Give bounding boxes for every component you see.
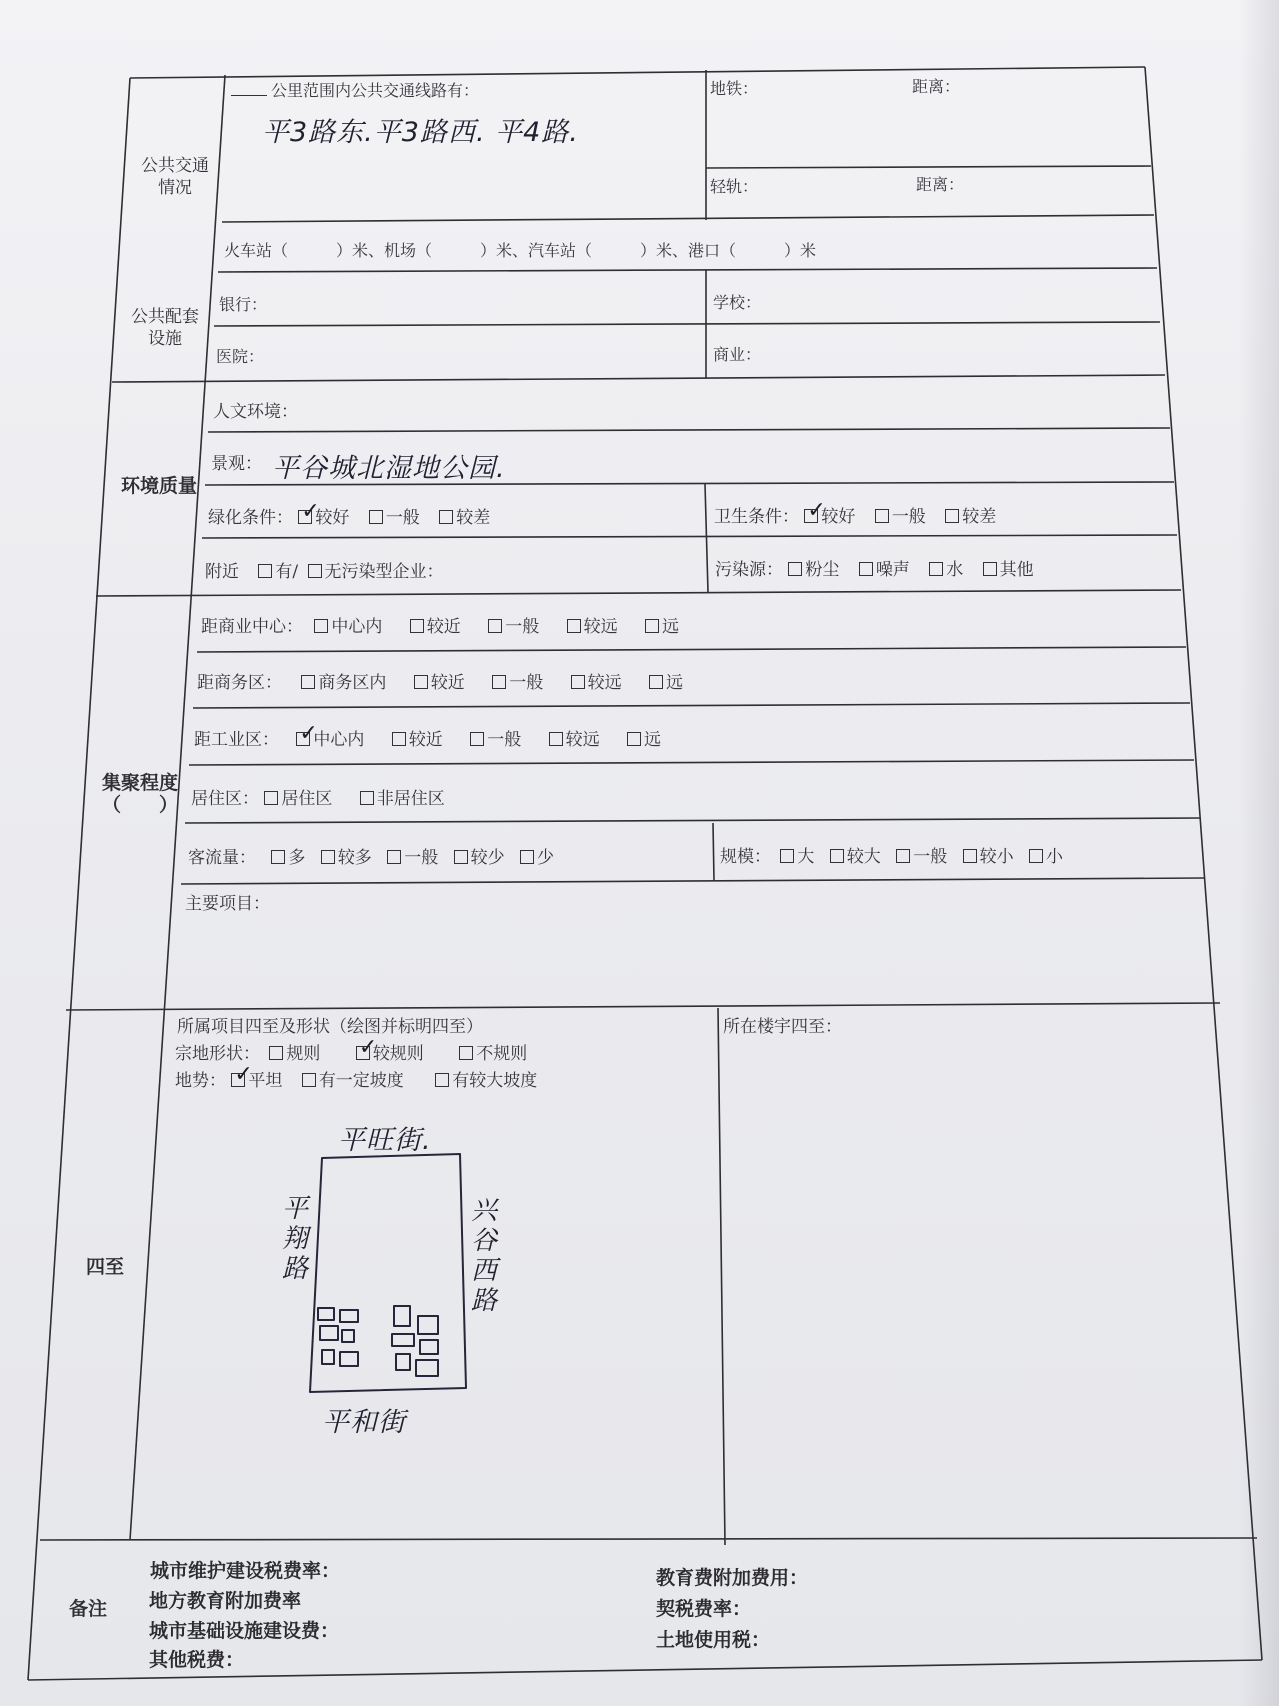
terrain-steep-checkbox[interactable]: 有较大坡度: [435, 1066, 537, 1091]
commerce-label: 商业：: [713, 345, 762, 364]
industrial-opt-5[interactable]: 远: [627, 725, 661, 750]
sanitation-average-checkbox[interactable]: 一般: [875, 502, 926, 527]
school-label: 学校：: [713, 293, 762, 312]
commercial-row: 距商业中心： 中心内 较近 一般 较远 远: [201, 612, 693, 637]
scale-opt-2[interactable]: 较大: [830, 842, 881, 867]
shape-regular-checkbox[interactable]: 规则: [269, 1039, 320, 1064]
pollution-other-checkbox[interactable]: 其他: [983, 555, 1034, 580]
industrial-opt-3[interactable]: 一般: [470, 725, 521, 750]
scale-opt-3[interactable]: 一般: [896, 842, 947, 867]
commercial-opt-3[interactable]: 一般: [488, 612, 539, 637]
greening-average-checkbox[interactable]: 一般: [369, 503, 420, 528]
commercial-opt-4[interactable]: 较远: [567, 612, 618, 637]
shape-row: 宗地形状： 规则 ✓ 较规则 不规则: [175, 1039, 541, 1064]
remark-urban-maintenance-tax: 城市维护建设税费率：: [150, 1560, 341, 1582]
light-rail-distance-label: 距离：: [916, 175, 965, 194]
shape-irregular-checkbox[interactable]: 不规则: [459, 1039, 527, 1064]
routes-label: 公里范围内公共交通线路有：: [231, 78, 479, 101]
building-boundary-label: 所在楼宇四至：: [723, 1017, 842, 1037]
industrial-row: 距工业区： ✓ 中心内 较近 一般 较远 远: [194, 725, 675, 750]
scale-opt-1[interactable]: 大: [780, 842, 814, 867]
routes-handwritten: 平3路东.平3路西. 平4路.: [262, 117, 579, 148]
shape-fairly-regular-checkbox[interactable]: ✓ 较规则: [356, 1039, 424, 1064]
traffic-opt-2[interactable]: 较多: [321, 843, 372, 868]
main-projects-label: 主要项目：: [185, 894, 270, 914]
remarks-category: 备注: [68, 1598, 107, 1620]
remark-infrastructure-fee: 城市基础设施建设费：: [149, 1620, 340, 1642]
residential-opt-1[interactable]: 居住区: [264, 784, 332, 809]
stations-line: 火车站（ ）米、机场（ ）米、汽车站（ ）米、港口（ ）米: [224, 241, 817, 260]
scale-opt-4[interactable]: 较小: [963, 842, 1014, 867]
remark-local-education-fee: 地方教育附加费率: [149, 1590, 302, 1612]
remark-education-surcharge: 教育费附加费用：: [656, 1567, 809, 1589]
traffic-opt-5[interactable]: 少: [520, 843, 554, 868]
nearby-row: 附近 有/ 无污染型企业：: [205, 557, 458, 582]
business-opt-1[interactable]: 商务区内: [301, 668, 386, 693]
boundaries-category: 四至: [85, 1256, 124, 1278]
pollution-noise-checkbox[interactable]: 噪声: [859, 555, 910, 580]
greening-good-checkbox[interactable]: ✓ 较好: [298, 503, 349, 528]
project-boundary-title: 所属项目四至及形状（绘图并标明四至）: [177, 1017, 483, 1037]
sanitation-row: 卫生条件： ✓ 较好 一般 较差: [714, 502, 1010, 527]
environment-category: 环境质量: [120, 475, 197, 497]
residential-opt-2[interactable]: 非居住区: [360, 784, 445, 809]
agglomeration-category: 集聚程度 （ ）: [101, 772, 178, 816]
terrain-row: 地势： ✓ 平坦 有一定坡度 有较大坡度: [175, 1066, 551, 1091]
business-opt-3[interactable]: 一般: [492, 668, 543, 693]
transport-category: 公共交通 情况: [141, 156, 209, 198]
sketch-north-road: 平旺街.: [338, 1125, 432, 1156]
sketch-south-road: 平和街: [322, 1407, 406, 1438]
remark-land-use-tax: 土地使用税：: [656, 1629, 771, 1651]
scale-opt-5[interactable]: 小: [1029, 842, 1063, 867]
terrain-slope-checkbox[interactable]: 有一定坡度: [302, 1066, 404, 1091]
landscape-handwritten: 平谷城北湿地公园.: [272, 453, 506, 484]
business-row: 距商务区： 商务区内 较近 一般 较远 远: [197, 668, 697, 693]
pollution-dust-checkbox[interactable]: 粉尘: [788, 555, 839, 580]
traffic-row: 客流量： 多 较多 一般 较少 少: [188, 843, 568, 868]
pollution-row: 污染源： 粉尘 噪声 水 其他: [715, 555, 1048, 580]
metro-label: 地铁：: [710, 79, 759, 98]
greening-poor-checkbox[interactable]: 较差: [439, 503, 490, 528]
facilities-category: 公共配套 设施: [131, 307, 199, 349]
pollution-water-checkbox[interactable]: 水: [929, 555, 963, 580]
scale-row: 规模： 大 较大 一般 较小 小: [720, 842, 1077, 867]
bank-label: 银行：: [219, 295, 268, 314]
traffic-opt-4[interactable]: 较少: [454, 843, 505, 868]
hospital-label: 医院：: [216, 347, 265, 366]
greening-row: 绿化条件： ✓ 较好 一般 较差: [208, 503, 504, 528]
terrain-flat-checkbox[interactable]: ✓ 平坦: [231, 1066, 282, 1091]
residential-row: 居住区： 居住区 非居住区: [191, 784, 459, 809]
landscape-label: 景观：: [211, 454, 262, 474]
remark-other-taxes: 其他税费：: [149, 1649, 245, 1671]
business-opt-5[interactable]: 远: [649, 668, 683, 693]
commercial-opt-2[interactable]: 较近: [410, 612, 461, 637]
sanitation-poor-checkbox[interactable]: 较差: [945, 502, 996, 527]
traffic-opt-1[interactable]: 多: [271, 843, 305, 868]
business-opt-2[interactable]: 较近: [414, 668, 465, 693]
sketch-east-road: 兴 谷 西 路: [470, 1196, 497, 1316]
traffic-opt-3[interactable]: 一般: [387, 843, 438, 868]
industrial-opt-2[interactable]: 较近: [392, 725, 443, 750]
light-rail-label: 轻轨：: [710, 177, 759, 196]
cultural-env-label: 人文环境：: [213, 402, 298, 422]
commercial-opt-5[interactable]: 远: [645, 612, 679, 637]
industrial-opt-4[interactable]: 较远: [549, 725, 600, 750]
commercial-opt-1[interactable]: 中心内: [314, 612, 382, 637]
remark-deed-tax-rate: 契税费率：: [656, 1598, 752, 1620]
nearby-no-pollution-checkbox[interactable]: 无污染型企业：: [308, 557, 444, 582]
sketch-west-road: 平 翔 路: [281, 1194, 308, 1284]
industrial-opt-1[interactable]: ✓ 中心内: [296, 725, 364, 750]
nearby-yes-checkbox[interactable]: 有/: [258, 557, 298, 582]
sanitation-good-checkbox[interactable]: ✓ 较好: [804, 502, 855, 527]
business-opt-4[interactable]: 较远: [571, 668, 622, 693]
metro-distance-label: 距离：: [912, 77, 961, 96]
